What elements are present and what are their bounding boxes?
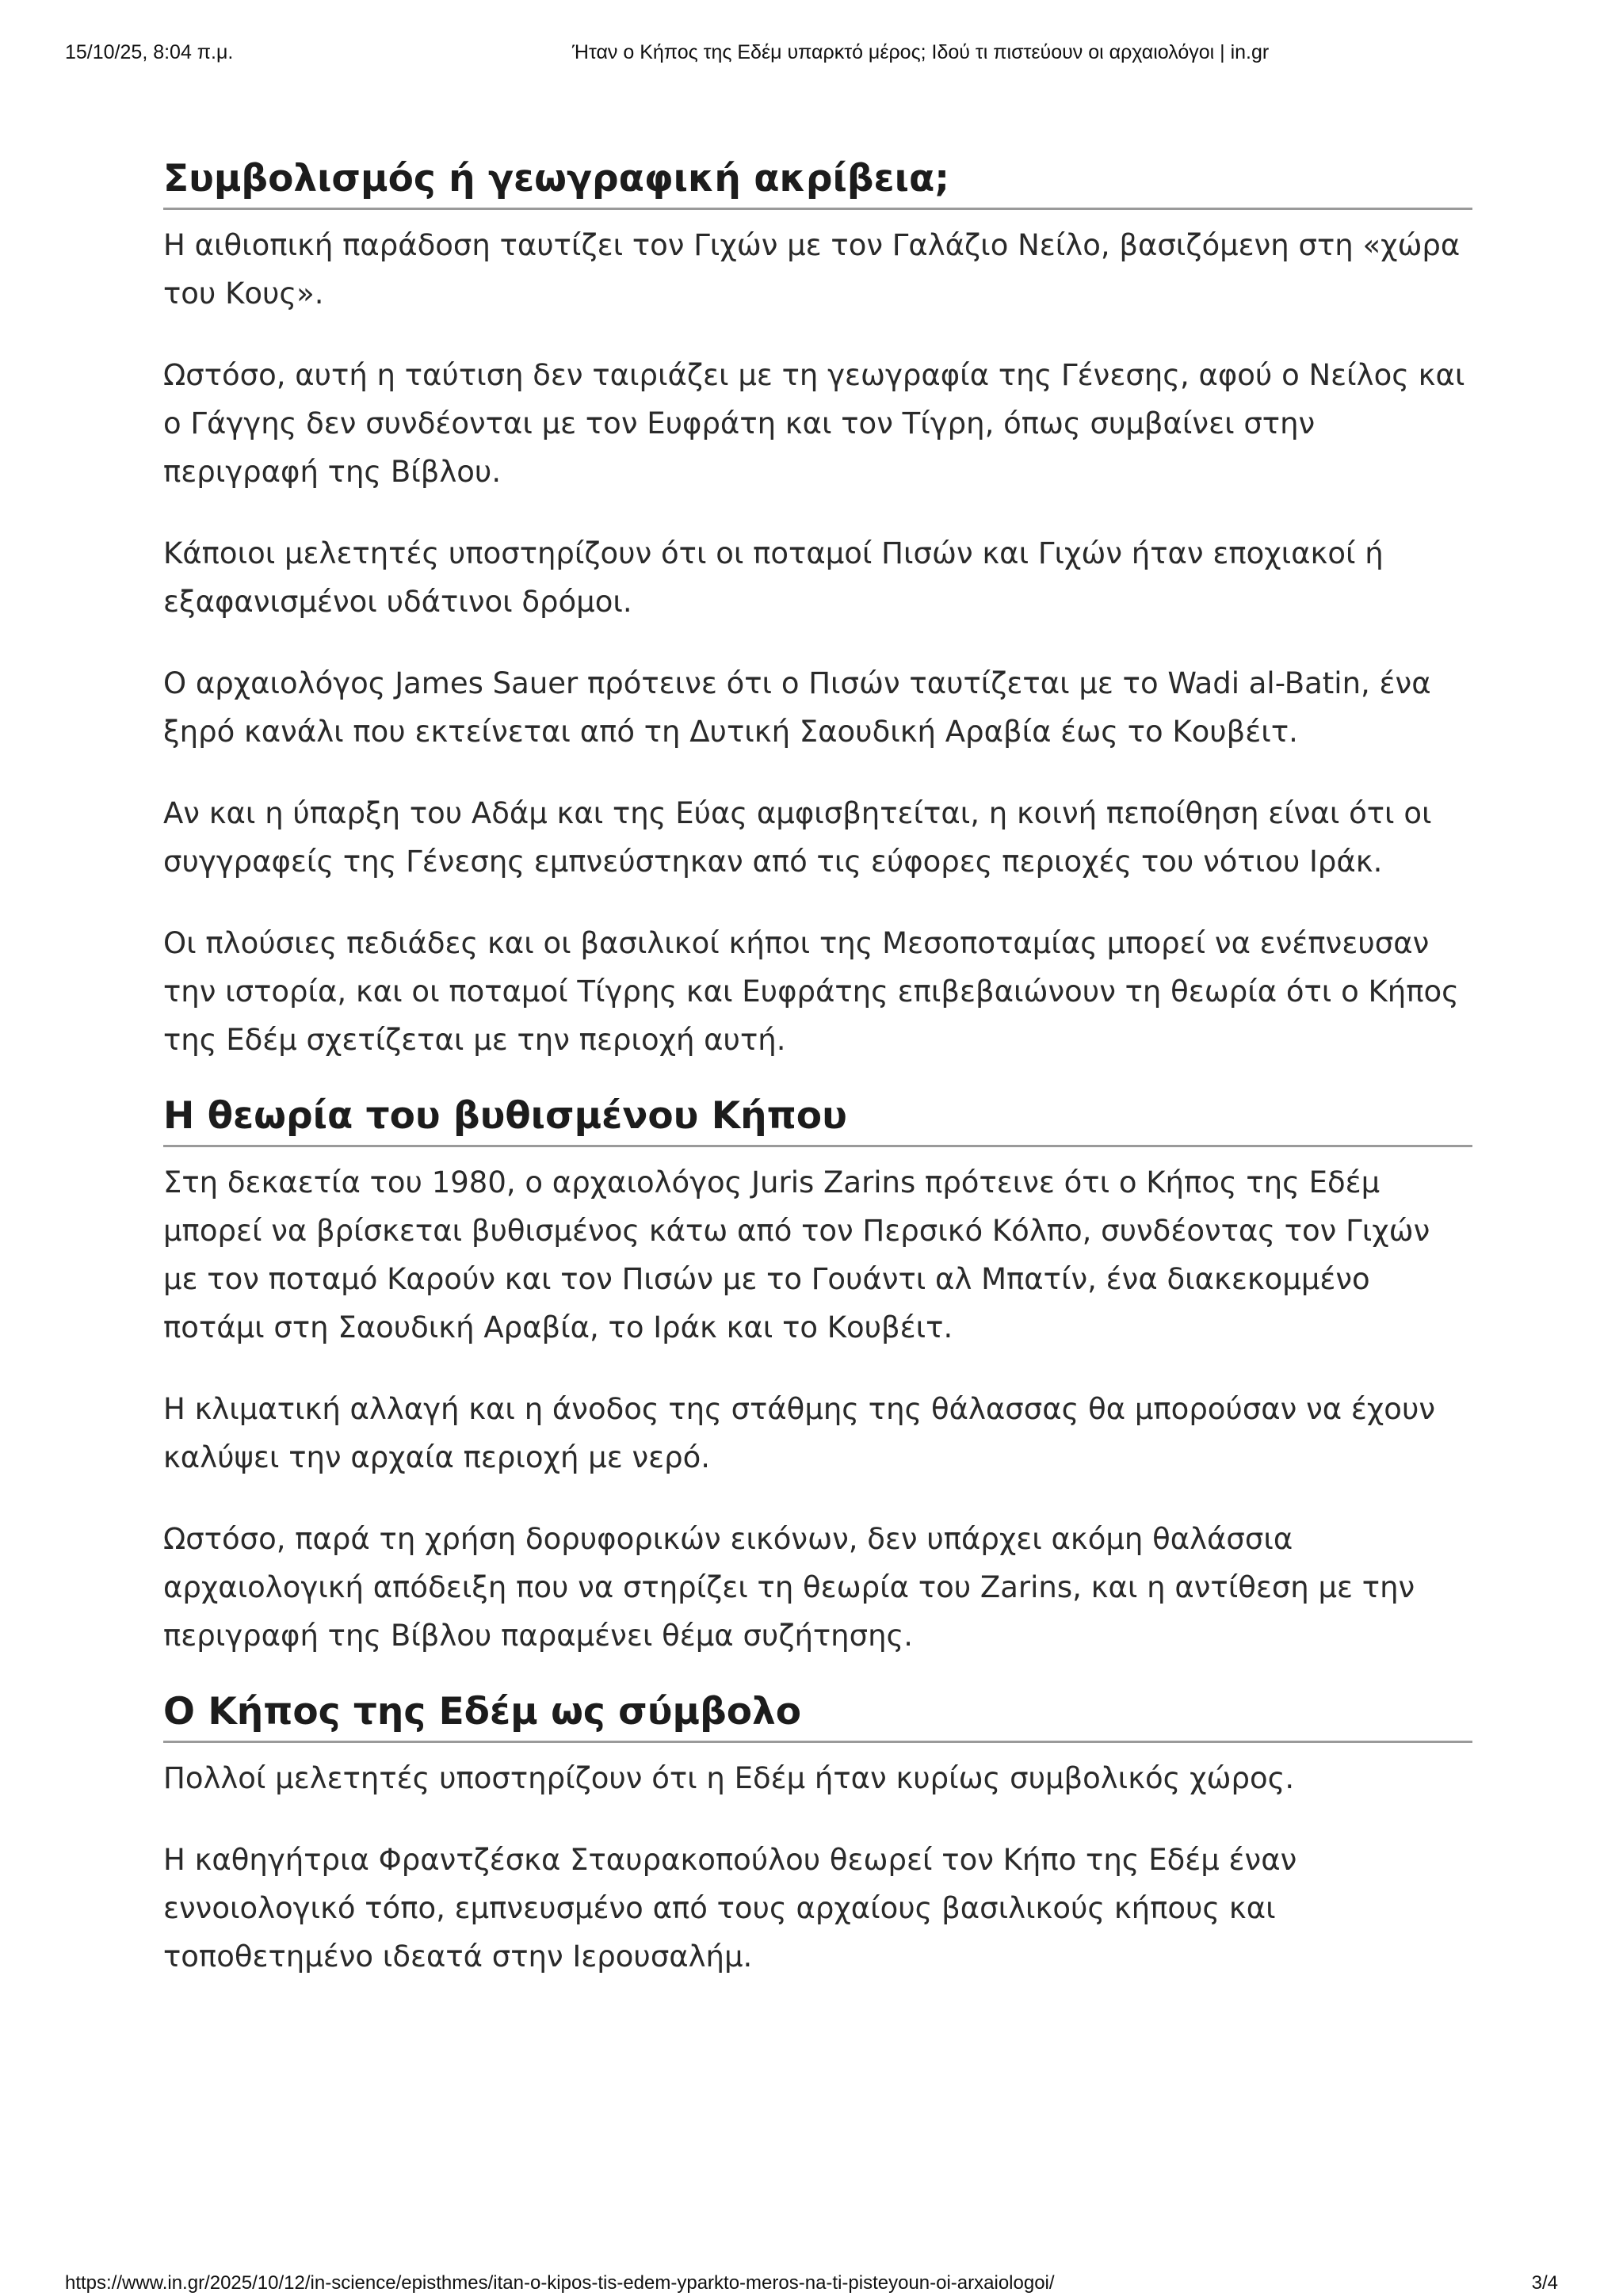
print-document-title: Ήταν ο Κήπος της Εδέμ υπαρκτό μέρος; Ιδού τι πιστεύουν οι αρχαιολόγοι | in.gr [572, 41, 1270, 63]
paragraph: Πολλοί μελετητές υποστηρίζουν ότι η Εδέμ ήταν κυρίως συμβολικός χώρος. [163, 1761, 1295, 1795]
section-heading: Συμβολισμός ή γεωγραφική ακρίβεια; [163, 155, 1472, 210]
paragraph: Κάποιοι μελετητές υποστηρίζουν ότι οι ποταμοί Πισών και Γιχών ήταν εποχιακοί ή εξαφανισμένοι υδάτινοι δρόμοι. [163, 536, 1384, 619]
section-symbolism [163, 155, 1472, 1064]
paragraph: Ωστόσο, αυτή η ταύτιση δεν ταιριάζει με τη γεωγραφία της Γένεσης, αφού ο Νείλος και ο Γάγγης δεν συνδέονται με τον Ευφράτη και τον Τίγρη, όπως συμβαίνει στην περιγραφή της Βίβλου. [163, 358, 1465, 489]
paragraph: Ωστόσο, παρά τη χρήση δορυφορικών εικόνων, δεν υπάρχει ακόμη θαλάσσια αρχαιολογική απόδειξη που να στηρίζει τη θεωρία του Zarins, και η αντίθεση με την περιγραφή της Βίβλου παραμένει θέμα συζήτησης. [163, 1522, 1415, 1653]
article-body [163, 155, 1472, 2014]
paragraph: Η καθηγήτρια Φραντζέσκα Σταυρακοπούλου θεωρεί τον Κήπο της Εδέμ έναν εννοιολογικό τόπο, εμπνευσμένο από τους αρχαίους βασιλικούς κήπους και τοποθετημένο ιδεατά στην Ιερουσαλήμ. [163, 1843, 1297, 1974]
paragraph: Στη δεκαετία του 1980, ο αρχαιολόγος Juris Zarins πρότεινε ότι ο Κήπος της Εδέμ μπορεί να βρίσκεται βυθισμένος κάτω από τον Περσικό Κόλπο, συνδέοντας τον Γιχών με τον ποταμό Καρούν και τον Πισών με το Γουάντι αλ Μπατίν, ένα διακεκομμένο ποτάμι στη Σαουδική Αραβία, το Ιράκ και το Κουβέιτ. [163, 1165, 1430, 1344]
paragraph: Αν και η ύπαρξη του Αδάμ και της Εύας αμφισβητείται, η κοινή πεποίθηση είναι ότι οι συγγραφείς της Γένεσης εμπνεύστηκαν από τις εύφορες περιοχές του νότιου Ιράκ. [163, 796, 1432, 879]
section-sunken-garden [163, 1093, 1472, 1660]
paragraph: Οι πλούσιες πεδιάδες και οι βασιλικοί κήποι της Μεσοποταμίας μπορεί να ενέπνευσαν την ιστορία, και οι ποταμοί Τίγρης και Ευφράτης επιβεβαιώνουν τη θεωρία ότι ο Κήπος της Εδέμ σχετίζεται με την περιοχή αυτή. [163, 926, 1459, 1057]
paragraph: Η κλιματική αλλαγή και η άνοδος της στάθμης της θάλασσας θα μπορούσαν να έχουν καλύψει την αρχαία περιοχή με νερό. [163, 1392, 1436, 1474]
print-datetime: 15/10/25, 8:04 π.μ. [65, 41, 234, 63]
section-heading: Ο Κήπος της Εδέμ ως σύμβολο [163, 1688, 1472, 1743]
print-footer [65, 2272, 1558, 2296]
paragraph: Ο αρχαιολόγος James Sauer πρότεινε ότι ο Πισών ταυτίζεται με το Wadi al-Batin, ένα ξηρό κανάλι που εκτείνεται από τη Δυτική Σαουδική Αραβία έως το Κουβέιτ. [163, 666, 1431, 749]
print-header [65, 41, 1558, 73]
section-heading: Η θεωρία του βυθισμένου Κήπου [163, 1093, 1472, 1147]
section-eden-symbol [163, 1688, 1472, 1981]
page-number: 3/4 [1531, 2272, 1558, 2294]
page-url-link[interactable]: https://www.in.gr/2025/10/12/in-science/episthmes/itan-o-kipos-tis-edem-yparkto-meros-na-ti-pisteyoun-oi-arxaiologoi/ [65, 2272, 1055, 2294]
paragraph: Η αιθιοπική παράδοση ταυτίζει τον Γιχών με τον Γαλάζιο Νείλο, βασιζόμενη στη «χώρα του Κους». [163, 228, 1461, 311]
